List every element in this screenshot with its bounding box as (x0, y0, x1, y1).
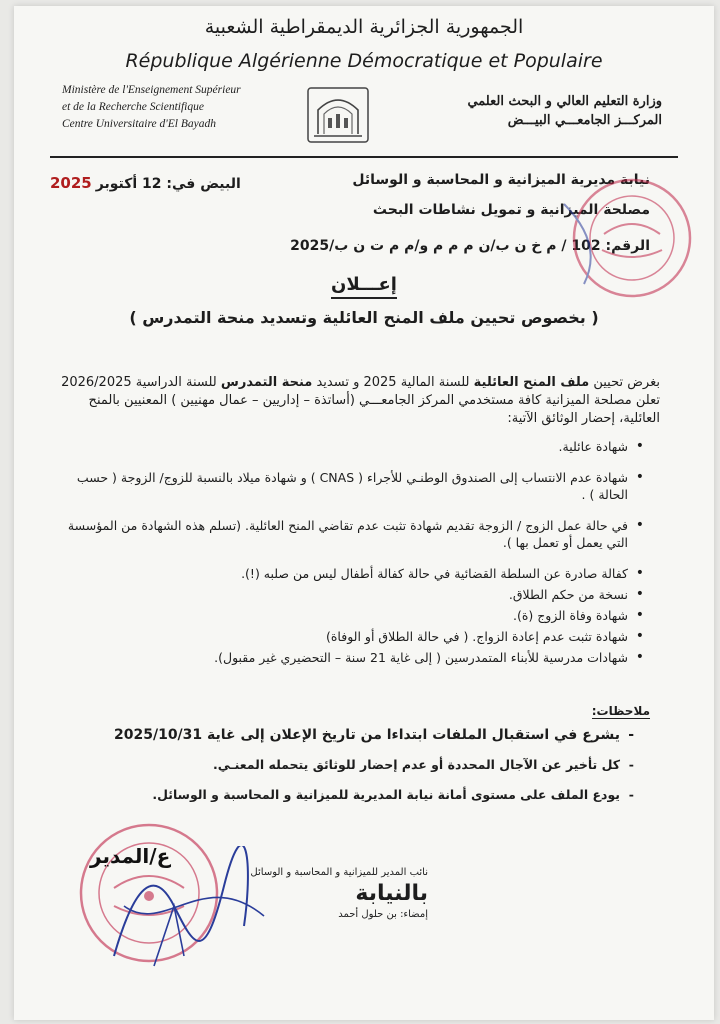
office-line-1: نيابة مديرية الميزانية و المحاسبة و الوسائل (352, 172, 650, 188)
date-year: 2025 (50, 174, 92, 192)
announcement-title (14, 274, 714, 295)
ministry-fr-line: Centre Universitaire d'El Bayadh (62, 118, 216, 130)
list-item: • شهادة عائلية. (54, 438, 628, 455)
signatory-name: إمضاء: بن حلول أحمد (338, 909, 428, 920)
director-label: ع/المدير (90, 844, 171, 868)
announcement-subtitle: ( بخصوص تحيين ملف المنح العائلية وتسديد منحة التمدرس ) (129, 308, 599, 327)
notes-list (74, 726, 636, 816)
list-item: • شهادات مدرسية للأبناء المتمدرسين ( إلى غاية 21 سنة – التحضيري غير مقبول). (54, 649, 628, 666)
list-item: • كفالة صادرة عن السلطة القضائية في حالة كفالة أطفال ليس من صلبه (!). (54, 565, 628, 582)
announcement-title-text: إعـــلان (331, 274, 397, 299)
ministry-ar-line: المركـــز الجامعـــي البيـــض (507, 113, 662, 128)
list-item: • شهادة تثبت عدم إعادة الزواج. ( في حالة الطلاق أو الوفاة) (54, 628, 628, 645)
republic-french: République Algérienne Démocratique et Populaire (125, 50, 603, 72)
note-item: - يشرع في استقبال الملفات ابتداءا من تاريخ الإعلان إلى غاية 2025/10/31 (74, 726, 620, 744)
date-text: البيض في: 12 أكتوبر (95, 176, 241, 192)
date-line (50, 174, 241, 192)
note-item: - كل تأخير عن الآجال المحددة أو عدم إحضار للوثائق يتحمله المعنـي. (74, 756, 620, 774)
list-item: • نسخة من حكم الطلاق. (54, 586, 628, 603)
ministry-fr-line: Ministère de l'Enseignement Supérieur (62, 84, 241, 96)
signatory-title: نائب المدير للميزانية و المحاسبة و الوسائل (250, 867, 428, 878)
notes-title: ملاحظات: (591, 704, 650, 718)
signatory-capacity: بالنيابة (355, 881, 428, 906)
note-item: - يودع الملف على مستوى أمانة نيابة المديرية للميزانية و المحاسبة و الوسائل. (74, 786, 620, 804)
announcement-intro (60, 374, 660, 428)
intro-bold: منحة التمدرس (220, 375, 313, 390)
intro-bold: ملف المنح العائلية (473, 375, 590, 390)
intro-part: بغرض تحيين (589, 375, 660, 390)
header-divider (50, 156, 678, 158)
ministry-ar-line: وزارة التعليم العالي و البحث العلمي (467, 94, 662, 109)
required-documents-list (54, 438, 646, 670)
ministry-french (62, 82, 241, 133)
office-line-2: مصلحة الميزانية و تمويل نشاطات البحث (372, 202, 650, 218)
intro-part: للسنة المالية 2025 و تسديد (312, 375, 474, 390)
list-item: • شهادة وفاة الزوج (ة). (54, 607, 628, 624)
list-item: • في حالة عمل الزوج / الزوجة تقديم شهادة تثبت عدم تقاضي المنح العائلية. (تسلم هذه الشهادة من المؤسسة التي يعمل أو تعمل بها ). (54, 517, 628, 551)
intro-part: للسنة الدراسية 2026/2025 تعلن مصلحة الميزانية كافة مستخدمي المركز الجامعـــي (أساتذة – إداريين – عمال مهنيين ) المعنيين بالمنح العائلية، إحضار الوثائق الآتية: (61, 375, 660, 426)
signature-block (208, 866, 428, 920)
ministry-fr-line: et de la Recherche Scientifique (62, 101, 204, 113)
reference-number: الرقم: 102 / م خ ن ب/ن م م م و/م م ت ن ب/2025 (290, 238, 650, 254)
ministry-arabic (452, 92, 662, 130)
republic-arabic: الجمهورية الجزائرية الديمقراطية الشعبية (204, 16, 524, 38)
list-item: • شهادة عدم الانتساب إلى الصندوق الوطنـي للأجراء ( CNAS ) و شهادة ميلاد بالنسبة للزوج/ الزوجة ( حسب الحالة ) . (54, 469, 628, 503)
document-page (14, 6, 714, 1020)
university-logo-icon (304, 84, 372, 146)
